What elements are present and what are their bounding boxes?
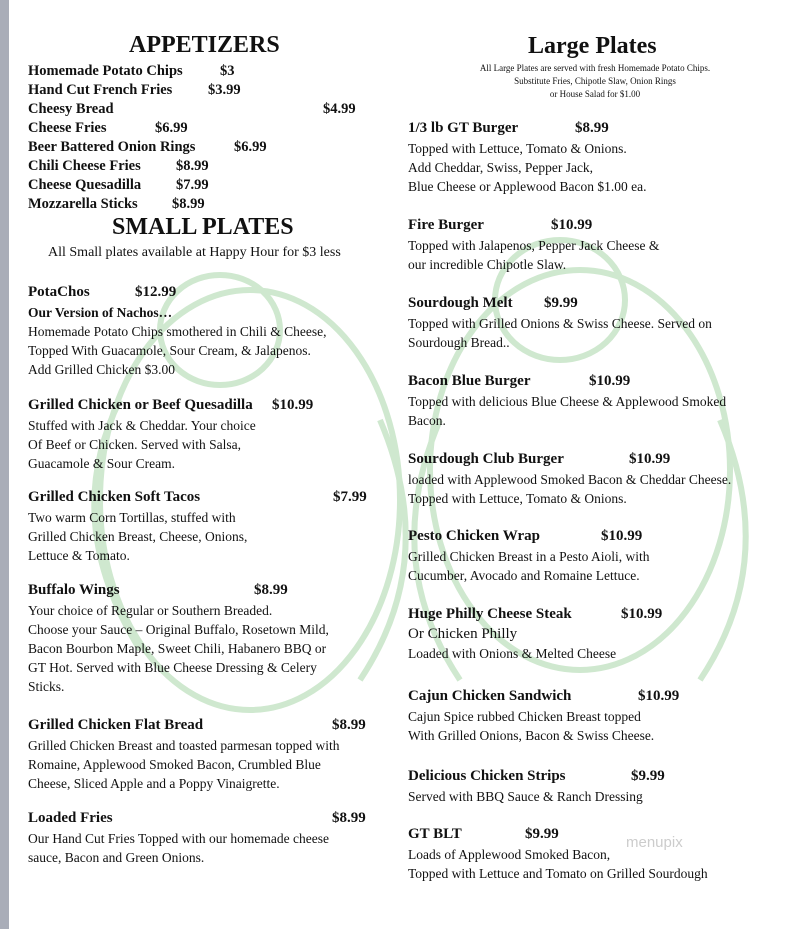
appetizer-item (28, 101, 368, 118)
item-price: $8.99 (176, 158, 209, 174)
appetizer-item (28, 139, 368, 156)
appetizer-item (28, 82, 368, 99)
item-price: $6.99 (155, 120, 188, 136)
item-price: $7.99 (176, 177, 209, 193)
item-name: PotaChos (28, 284, 90, 300)
item-name: GT BLT (408, 826, 462, 842)
note-line: or House Salad for $1.00 (549, 89, 641, 99)
item-description: Cajun Spice rubbed Chicken Breast topped (408, 709, 641, 724)
item-price: $3.99 (208, 82, 241, 98)
item-name: Buffalo Wings (28, 582, 120, 598)
menu-item (28, 283, 326, 379)
appetizer-item (28, 177, 368, 194)
item-name: Chili Cheese Fries (28, 158, 141, 174)
item-name: Cheese Quesadilla (28, 177, 142, 193)
item-name: Grilled Chicken Soft Tacos (28, 489, 201, 505)
large-plates-note (440, 62, 750, 101)
item-description: Choose your Sauce – Original Buffalo, Rosetown Mild, (28, 622, 329, 637)
item-price: $12.99 (135, 284, 177, 300)
item-description: Bacon. (408, 413, 446, 428)
note-line: All Large Plates are served with fresh Homemade Potato Chips. (479, 63, 711, 73)
item-description: Homemade Potato Chips smothered in Chili & Cheese, (28, 324, 327, 339)
item-price: $8.99 (575, 120, 609, 136)
item-description: Topped With Guacamole, Sour Cream, & Jalapenos. (28, 343, 311, 358)
item-description: Grilled Chicken Breast, Cheese, Onions, (28, 529, 248, 544)
item-description: Topped with Jalapenos, Pepper Jack Cheese & (408, 238, 660, 253)
item-description: Of Beef or Chicken. Served with Salsa, (28, 437, 241, 452)
item-description: Or Chicken Philly (408, 626, 518, 642)
item-name: Cheesy Bread (28, 101, 114, 117)
item-name: Cajun Chicken Sandwich (408, 688, 572, 704)
item-name: Sourdough Club Burger (408, 451, 564, 467)
item-price: $7.99 (333, 489, 367, 505)
item-name: Loaded Fries (28, 810, 113, 826)
item-description: Your choice of Regular or Southern Breaded. (28, 603, 273, 618)
item-description: Loaded with Onions & Melted Cheese (408, 646, 617, 661)
item-description: Sourdough Bread.. (408, 335, 510, 350)
item-description: Topped with Grilled Onions & Swiss Cheese. Served on (408, 316, 712, 331)
item-description: With Grilled Onions, Bacon & Swiss Cheese. (408, 728, 655, 743)
item-description: loaded with Applewood Smoked Bacon & Cheddar Cheese. (408, 472, 732, 487)
item-description: Grilled Chicken Breast and toasted parmesan topped with (28, 738, 340, 753)
item-description: Sticks. (28, 679, 65, 694)
item-name: Hand Cut French Fries (28, 82, 173, 98)
item-name: Fire Burger (408, 217, 484, 233)
menu-item (408, 605, 663, 663)
menu-item (28, 809, 366, 867)
item-description: Topped with delicious Blue Cheese & Applewood Smoked (408, 394, 727, 409)
item-description: Our Hand Cut Fries Topped with our homemade cheese (28, 831, 329, 846)
item-name: Grilled Chicken Flat Bread (28, 717, 204, 733)
item-price: $3 (220, 63, 235, 79)
item-price: $10.99 (272, 397, 314, 413)
item-description: Bacon Bourbon Maple, Sweet Chili, Habanero BBQ or (28, 641, 327, 656)
item-name: Sourdough Melt (408, 295, 513, 311)
menu-item (408, 450, 731, 508)
menu-item (408, 687, 680, 745)
small-plates-heading: SMALL PLATES (112, 214, 294, 240)
item-name: Bacon Blue Burger (408, 373, 531, 389)
item-price: $10.99 (589, 373, 631, 389)
item-price: $6.99 (234, 139, 267, 155)
menu-item (408, 527, 649, 585)
item-name: Mozzarella Sticks (28, 196, 138, 212)
item-description: Add Grilled Chicken $3.00 (28, 362, 175, 377)
item-description: Loads of Applewood Smoked Bacon, (408, 847, 611, 862)
item-description: Cheese, Sliced Apple and a Poppy Vinaigrette. (28, 776, 280, 791)
item-description: Blue Cheese or Applewood Bacon $1.00 ea. (408, 179, 647, 194)
appetizers-heading: APPETIZERS (129, 32, 280, 58)
menu-item (408, 216, 659, 274)
appetizer-item (28, 196, 368, 213)
menu-item (408, 119, 646, 196)
item-name: Pesto Chicken Wrap (408, 528, 540, 544)
menu-item (408, 294, 712, 352)
item-price: $4.99 (323, 101, 356, 117)
note-line: Substitute Fries, Chipotle Slaw, Onion Rings (514, 76, 676, 86)
item-description: Add Cheddar, Swiss, Pepper Jack, (408, 160, 594, 175)
menu-item (28, 396, 314, 473)
item-description: Two warm Corn Tortillas, stuffed with (28, 510, 236, 525)
item-price: $9.99 (544, 295, 578, 311)
item-price: $9.99 (631, 768, 665, 784)
item-price: $8.99 (332, 810, 366, 826)
item-name: Homemade Potato Chips (28, 63, 183, 79)
item-description: our incredible Chipotle Slaw. (408, 257, 567, 272)
appetizer-item (28, 120, 368, 137)
item-description: Guacamole & Sour Cream. (28, 456, 175, 471)
item-price: $8.99 (332, 717, 366, 733)
item-description: Topped with Lettuce, Tomato & Onions. (408, 141, 627, 156)
menu-item (408, 767, 665, 806)
item-description: Cucumber, Avocado and Romaine Lettuce. (408, 568, 640, 583)
menu-item (28, 488, 367, 565)
item-description: Romaine, Applewood Smoked Bacon, Crumbled Blue (28, 757, 321, 772)
item-name: Cheese Fries (28, 120, 107, 136)
item-price: $10.99 (629, 451, 671, 467)
item-description: Stuffed with Jack & Cheddar. Your choice (28, 418, 256, 433)
item-price: $8.99 (254, 582, 288, 598)
menu-item (28, 716, 366, 793)
appetizer-item (28, 158, 368, 175)
item-price: $8.99 (172, 196, 205, 212)
item-description: Served with BBQ Sauce & Ranch Dressing (408, 789, 643, 804)
appetizer-item (28, 63, 368, 80)
item-description: Topped with Lettuce and Tomato on Grilled Sourdough (408, 866, 708, 881)
item-name: Huge Philly Cheese Steak (408, 606, 572, 622)
item-price: $10.99 (551, 217, 593, 233)
item-price: $10.99 (638, 688, 680, 704)
item-name: Delicious Chicken Strips (408, 768, 566, 784)
item-description: sauce, Bacon and Green Onions. (28, 850, 205, 865)
item-description: Lettuce & Tomato. (28, 548, 130, 563)
item-description: Topped with Lettuce, Tomato & Onions. (408, 491, 627, 506)
item-price: $10.99 (621, 606, 663, 622)
item-name: 1/3 lb GT Burger (408, 120, 519, 136)
item-description: Our Version of Nachos… (28, 305, 173, 320)
item-name: Grilled Chicken or Beef Quesadilla (28, 397, 253, 413)
small-plates-subtitle: All Small plates available at Happy Hour for $3 less (48, 245, 341, 260)
item-price: $9.99 (525, 826, 559, 842)
item-description: GT Hot. Served with Blue Cheese Dressing & Celery (28, 660, 317, 675)
item-price: $10.99 (601, 528, 643, 544)
item-name: Beer Battered Onion Rings (28, 139, 196, 155)
item-description: Grilled Chicken Breast in a Pesto Aioli, with (408, 549, 650, 564)
menu-item (28, 581, 329, 696)
menupix-watermark: menupix (626, 834, 683, 851)
large-plates-heading: Large Plates (528, 33, 657, 59)
menu-item (408, 372, 726, 430)
